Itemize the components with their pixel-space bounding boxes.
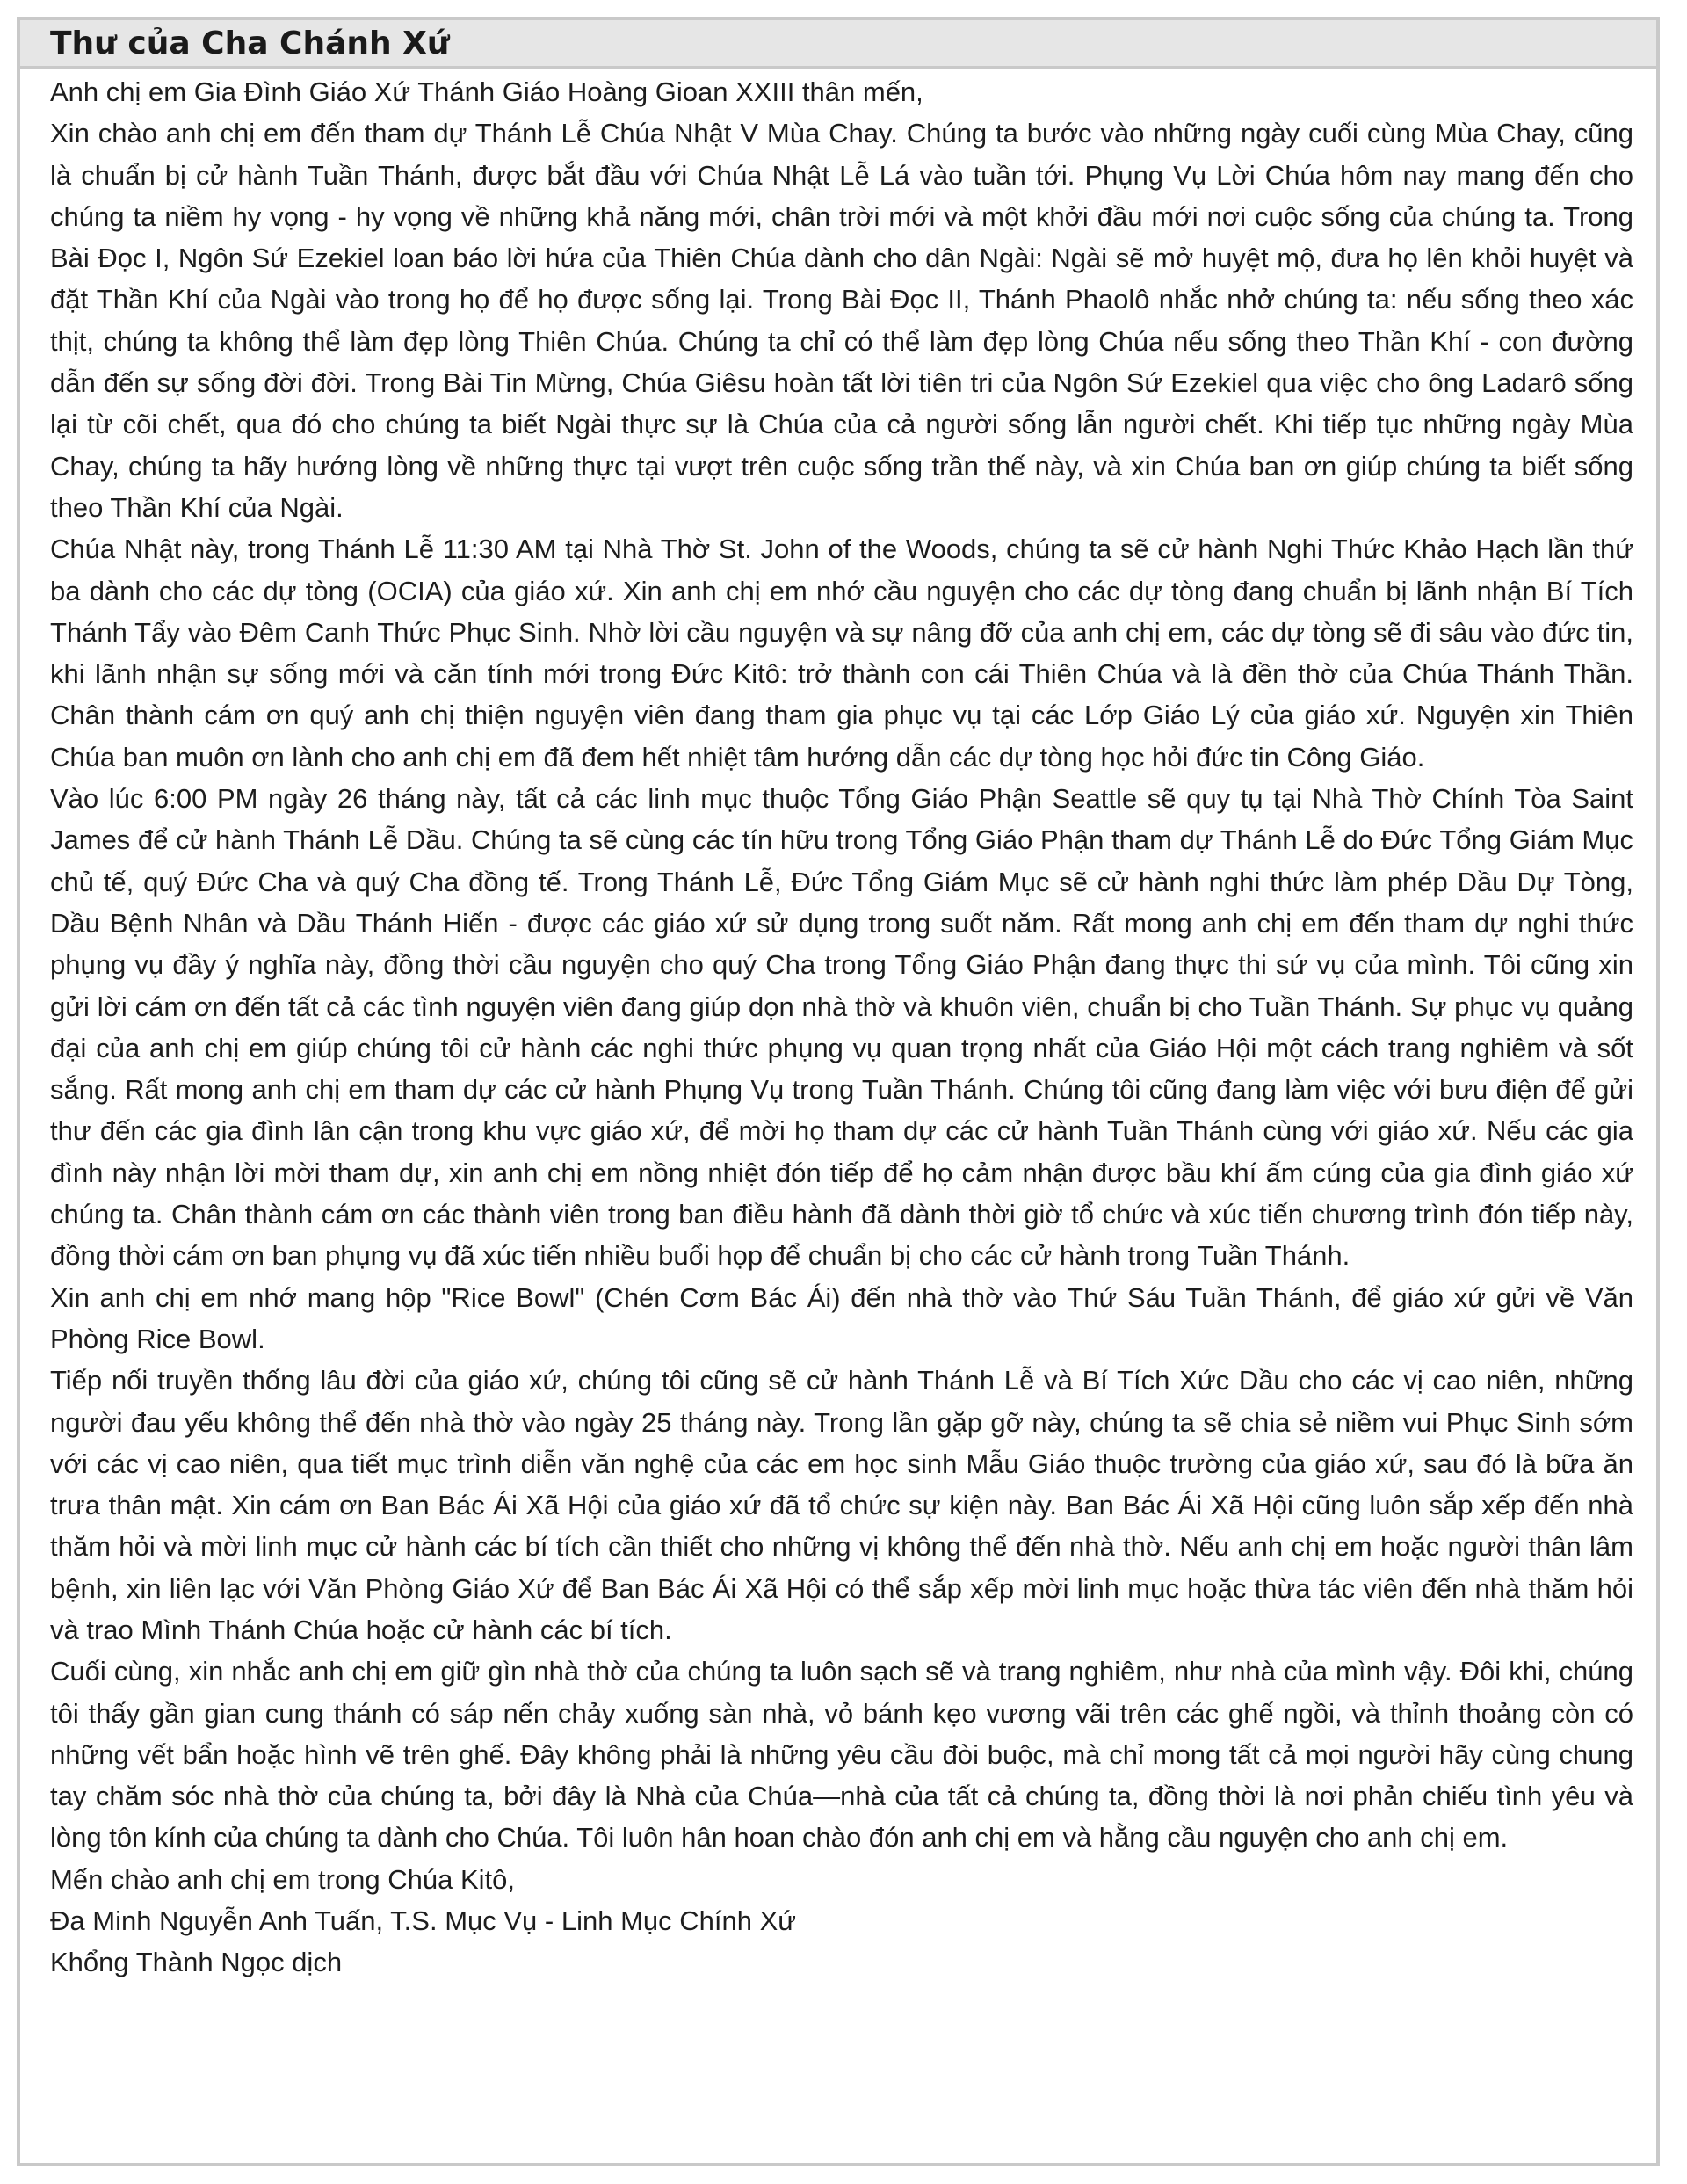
paragraph-chrism-mass: Vào lúc 6:00 PM ngày 26 tháng này, tất cả các linh mục thuộc Tổng Giáo Phận Seattle sẽ quy tụ tại Nhà Thờ Chính Tòa Saint James để cử hành Thánh Lễ Dầu. Chúng ta sẽ cùng các tín hữu trong Tổng Giáo Phận tham dự Thánh Lễ do Đức Tổng Giám Mục chủ tế, quý Đức Cha và quý Cha đồng tế. Trong Thánh Lễ, Đức Tổng Giám Mục sẽ cử hành nghi thức làm phép Dầu Dự Tòng, Dầu Bệnh Nhân và Dầu Thánh Hiến - được các giáo xứ sử dụng trong suốt năm. Rất mong anh chị em đến tham dự nghi thức phụng vụ đầy ý nghĩa này, đồng thời cầu nguyện cho quý Cha trong Tổng Giáo Phận đang thực thi sứ vụ của mình. Tôi cũng xin gửi lời cám ơn đến tất cả các tình nguyện viên đang giúp dọn nhà thờ và khuôn viên, chuẩn bị cho Tuần Thánh. Sự phục vụ quảng đại của anh chị em giúp chúng tôi cử hành các nghi thức phụng vụ quan trọng nhất của Giáo Hội một cách trang nghiêm và sốt sắng. Rất mong anh chị em tham dự các cử hành Phụng Vụ trong Tuần Thánh. Chúng tôi cũng đang làm việc với bưu điện để gửi thư đến các gia đình lân cận trong khu vực giáo xứ, để mời họ tham dự các cử hành Tuần Thánh cùng với giáo xứ. Nếu các gia đình này nhận lời mời tham dự, xin anh chị em nồng nhiệt đón tiếp để họ cảm nhận được bầu khí ấm cúng của gia đình giáo xứ chúng ta. Chân thành cám ơn các thành viên trong ban điều hành đã dành thời giờ tổ chức và xúc tiến chương trình đón tiếp này, đồng thời cám ơn ban phụng vụ đã xúc tiến nhiều buổi họp để chuẩn bị cho các cử hành trong Tuần Thánh. bbox=[50, 783, 1633, 1272]
letter-body bbox=[20, 69, 1656, 1984]
title-bar bbox=[20, 20, 1656, 69]
paragraph-ocia-scrutiny: Chúa Nhật này, trong Thánh Lễ 11:30 AM tại Nhà Thờ St. John of the Woods, chúng ta sẽ cử hành Nghi Thức Khảo Hạch lần thứ ba dành cho các dự tòng (OCIA) của giáo xứ. Xin anh chị em nhớ cầu nguyện cho các dự tòng đang chuẩn bị lãnh nhận Bí Tích Thánh Tẩy vào Đêm Canh Thức Phục Sinh. Nhờ lời cầu nguyện và sự nâng đỡ của anh chị em, các dự tòng sẽ đi sâu vào đức tin, khi lãnh nhận sự sống mới và căn tính mới trong Đức Kitô: trở thành con cái Thiên Chúa và là đền thờ của Chúa Thánh Thần. Chân thành cám ơn quý anh chị thiện nguyện viên đang tham gia phục vụ tại các Lớp Giáo Lý của giáo xứ. Nguyện xin Thiên Chúa ban muôn ơn lành cho anh chị em đã đem hết nhiệt tâm hướng dẫn các dự tòng học hỏi đức tin Công Giáo. bbox=[50, 533, 1633, 773]
letter-panel bbox=[17, 17, 1660, 2166]
closing: Mến chào anh chị em trong Chúa Kitô, bbox=[50, 1863, 516, 1895]
paragraph-rice-bowl: Xin anh chị em nhớ mang hộp "Rice Bowl" (Chén Cơm Bác Ái) đến nhà thờ vào Thứ Sáu Tuần Thánh, để giáo xứ gửi về Văn Phòng Rice Bowl. bbox=[50, 1281, 1633, 1354]
greeting: Anh chị em Gia Đình Giáo Xứ Thánh Giáo Hoàng Gioan XXIII thân mến, bbox=[50, 76, 923, 107]
paragraph-lent-liturgy: Xin chào anh chị em đến tham dự Thánh Lễ Chúa Nhật V Mùa Chay. Chúng ta bước vào những ngày cuối cùng Mùa Chay, cũng là chuẩn bị cử hành Tuần Thánh, được bắt đầu với Chúa Nhật Lễ Lá vào tuần tới. Phụng Vụ Lời Chúa hôm nay mang đến cho chúng ta niềm hy vọng - hy vọng về những khả năng mới, chân trời mới và một khởi đầu mới nơi cuộc sống của chúng ta. Trong Bài Đọc I, Ngôn Sứ Ezekiel loan báo lời hứa của Thiên Chúa dành cho dân Ngài: Ngài sẽ mở huyệt mộ, đưa họ lên khỏi huyệt và đặt Thần Khí của Ngài vào trong họ để họ được sống lại. Trong Bài Đọc II, Thánh Phaolô nhắc nhở chúng ta: nếu sống theo xác thịt, chúng ta không thể làm đẹp lòng Thiên Chúa. Chúng ta chỉ có thể làm đẹp lòng Chúa nếu sống theo Thần Khí - con đường dẫn đến sự sống đời đời. Trong Bài Tin Mừng, Chúa Giêsu hoàn tất lời tiên tri của Ngôn Sứ Ezekiel qua việc cho ông Ladarô sống lại từ cõi chết, qua đó cho chúng ta biết Ngài thực sự là Chúa của cả người sống lẫn người chết. Khi tiếp tục những ngày Mùa Chay, chúng ta hãy hướng lòng về những thực tại vượt trên cuộc sống trần thế này, và xin Chúa ban ơn giúp chúng ta biết sống theo Thần Khí của Ngài. bbox=[50, 118, 1633, 523]
paragraph-anointing-mass: Tiếp nối truyền thống lâu đời của giáo xứ, chúng tôi cũng sẽ cử hành Thánh Lễ và Bí Tích Xức Dầu cho các vị cao niên, những người đau yếu không thể đến nhà thờ vào ngày 25 tháng này. Trong lần gặp gỡ này, chúng ta sẽ chia sẻ niềm vui Phục Sinh sớm với các vị cao niên, qua tiết mục trình diễn văn nghệ của các em học sinh Mẫu Giáo thuộc trường của giáo xứ, sau đó là bữa ăn trưa thân mật. Xin cám ơn Ban Bác Ái Xã Hội của giáo xứ đã tổ chức sự kiện này. Ban Bác Ái Xã Hội cũng luôn sắp xếp đến nhà thăm hỏi và mời linh mục cử hành các bí tích cần thiết cho những vị không thể đến nhà thờ. Nếu anh chị em hoặc người thân lâm bệnh, xin liên lạc với Văn Phòng Giáo Xứ để Ban Bác Ái Xã Hội có thể sắp xếp mời linh mục hoặc thừa tác viên đến nhà thăm hỏi và trao Mình Thánh Chúa hoặc cử hành các bí tích. bbox=[50, 1365, 1633, 1645]
translator-credit: Khổng Thành Ngọc dịch bbox=[50, 1947, 343, 1978]
paragraph-church-care: Cuối cùng, xin nhắc anh chị em giữ gìn nhà thờ của chúng ta luôn sạch sẽ và trang nghiêm, như nhà của mình vậy. Đôi khi, chúng tôi thấy gần gian cung thánh có sáp nến chảy xuống sàn nhà, vỏ bánh kẹo vương vãi trên các ghế ngồi, và thỉnh thoảng còn có những vết bẩn hoặc hình vẽ trên ghế. Đây không phải là những yêu cầu đòi buộc, mà chỉ mong tất cả mọi người hãy cùng chung tay chăm sóc nhà thờ của chúng ta, bởi đây là Nhà của Chúa—nhà của tất cả chúng ta, đồng thời là nơi phản chiếu tình yêu và lòng tôn kính của chúng ta dành cho Chúa. Tôi luôn hân hoan chào đón anh chị em và hằng cầu nguyện cho anh chị em. bbox=[50, 1656, 1633, 1854]
signature: Đa Minh Nguyễn Anh Tuấn, T.S. Mục Vụ - Linh Mục Chính Xứ bbox=[50, 1905, 797, 1937]
page-title: Thư của Cha Chánh Xứ bbox=[50, 25, 450, 62]
